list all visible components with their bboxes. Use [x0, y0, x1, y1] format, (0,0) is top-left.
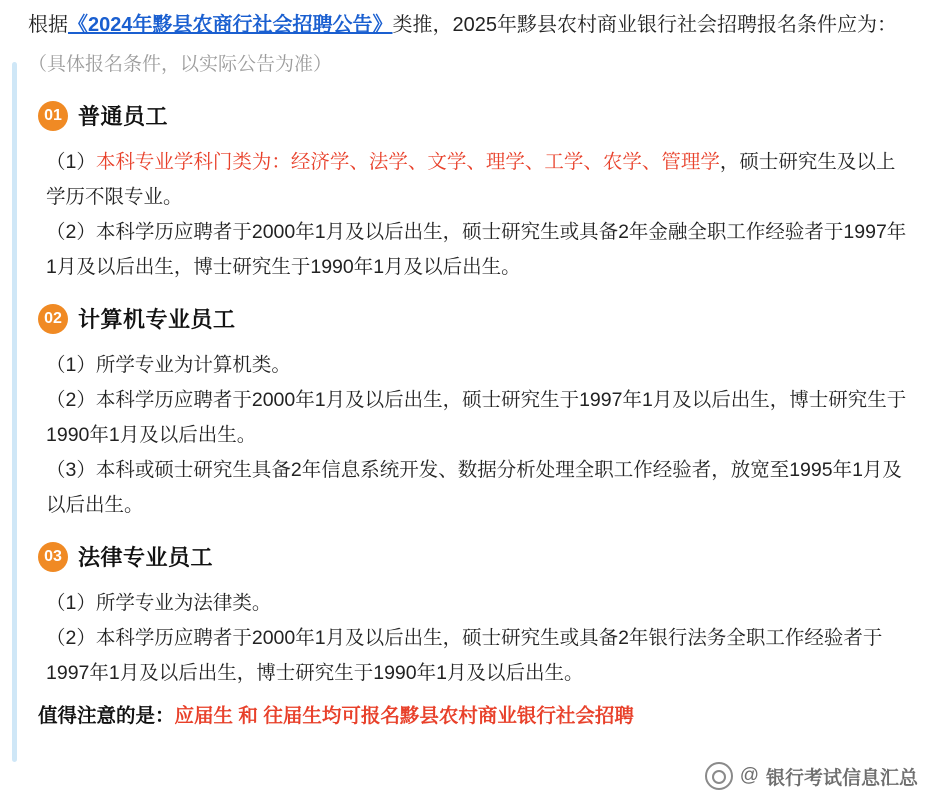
section-body-01 — [24, 145, 912, 285]
camera-icon — [705, 762, 733, 790]
section-body-03 — [24, 586, 912, 691]
line-part: （2）本科学历应聘者于2000年1月及以后出生，硕士研究生于1997年1月及以后出生，博士研究生于1990年1月及以后出生。 — [46, 389, 907, 446]
line-part: （2）本科学历应聘者于2000年1月及以后出生，硕士研究生或具备2年金融全职工作经验者于1997年1月及以后出生，博士研究生于1990年1月及以后出生。 — [46, 221, 907, 278]
watermark-text: 银行考试信息汇总 — [765, 767, 918, 789]
link-open-bracket: 《 — [68, 14, 88, 36]
watermark — [705, 762, 918, 790]
body-line — [46, 453, 908, 523]
body-line — [46, 383, 908, 453]
line-part: （1）所学专业为法律类。 — [46, 592, 272, 614]
section-title: 普通员工 — [78, 104, 169, 129]
condition-note: （具体报名条件，以实际公告为准） — [28, 54, 333, 75]
section-body-02 — [24, 348, 912, 523]
link-title-text: 2024年黟县农商行社会招聘公告 — [88, 14, 373, 36]
announcement-link[interactable] — [68, 14, 393, 36]
section-title: 法律专业员工 — [78, 545, 214, 570]
line-part: （1） — [46, 151, 96, 173]
line-part: （1）所学专业为计算机类。 — [46, 354, 291, 376]
section-header-03 — [24, 541, 912, 572]
body-line — [46, 586, 908, 621]
link-close-bracket: 》 — [372, 14, 393, 36]
left-accent-rule — [12, 62, 17, 762]
section-header-02 — [24, 303, 912, 334]
intro-prefix: 根据 — [28, 14, 68, 36]
footer-note — [24, 699, 912, 733]
body-line — [46, 621, 908, 691]
footer-highlight: 应届生 和 往届生均可报名黟县农村商业银行社会招聘 — [174, 705, 634, 727]
body-line — [46, 348, 908, 383]
section-number-badge: 03 — [38, 542, 68, 572]
line-part-highlight: 本科专业学科门类为：经济学、法学、文学、理学、工学、农学、管理学 — [95, 151, 720, 173]
watermark-at: @ — [739, 765, 759, 786]
section-title: 计算机专业员工 — [78, 307, 236, 332]
body-line — [46, 145, 908, 215]
line-part: （3）本科或硕士研究生具备2年信息系统开发、数据分析处理全职工作经验者，放宽至1995年1月及以后出生。 — [46, 459, 902, 516]
line-part: ，硕士研究生及以上学历不限专业。 — [46, 151, 896, 208]
section-number-badge: 02 — [38, 304, 68, 334]
footer-label: 值得注意的是： — [38, 705, 175, 727]
body-line — [46, 215, 908, 285]
section-number-badge: 01 — [38, 101, 68, 131]
line-part: （2）本科学历应聘者于2000年1月及以后出生，硕士研究生或具备2年银行法务全职工作经验者于1997年1月及以后出生，博士研究生于1990年1月及以后出生。 — [46, 627, 883, 684]
section-header-01 — [24, 100, 912, 131]
intro-suffix: 类推，2025年黟县农村商业银行社会招聘报名条件应为： — [392, 14, 897, 36]
intro-paragraph — [24, 8, 912, 42]
